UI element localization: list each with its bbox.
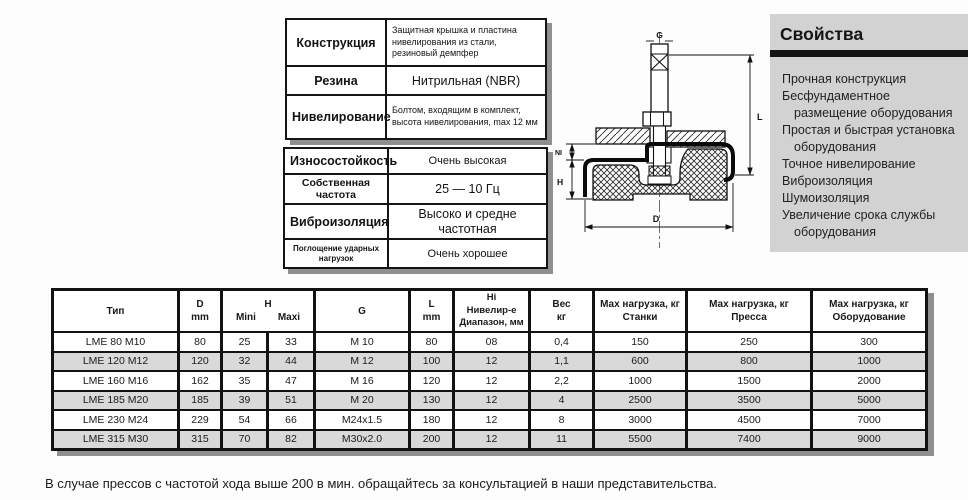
levelling-nut xyxy=(643,112,671,126)
cell-type: LME 120 M12 xyxy=(53,352,179,372)
cell-g: M 10 xyxy=(315,332,410,352)
list-item: Увеличение срока службы оборудования xyxy=(782,208,936,239)
cell-max-equipment: 7000 xyxy=(812,410,927,430)
spec-label: Конструкция xyxy=(286,19,386,66)
cell-max-press: 800 xyxy=(687,352,812,372)
dimension-label-L: L xyxy=(757,112,763,122)
spec-label: Нивелирование xyxy=(286,95,386,139)
cell-h-mini: 32 xyxy=(222,352,268,372)
cell-type: LME 230 M24 xyxy=(53,410,179,430)
cell-hi: 12 xyxy=(454,410,530,430)
col-header-h: H Mini Maxi xyxy=(222,290,315,333)
cell-l: 100 xyxy=(410,352,454,372)
table-row xyxy=(53,352,927,372)
cell-weight: 1,1 xyxy=(530,352,594,372)
col-header-max-press: Max нагрузка, кг Пресса xyxy=(687,290,812,333)
cell-max-machines: 1000 xyxy=(594,371,687,391)
dimension-label-H: H xyxy=(557,177,564,187)
cell-max-press: 4500 xyxy=(687,410,812,430)
cell-max-equipment: 9000 xyxy=(812,430,927,450)
cell-hi: 12 xyxy=(454,430,530,450)
list-item: Бесфундаментное размещение оборудования xyxy=(782,89,953,120)
cell-max-machines: 600 xyxy=(594,352,687,372)
table-row xyxy=(53,410,927,430)
col-header-g: G xyxy=(315,290,410,333)
properties-panel xyxy=(770,14,968,252)
spec-value: Болтом, входящим в комплект, высота нивелирования, max 12 мм xyxy=(386,95,546,139)
cell-max-press: 3500 xyxy=(687,391,812,411)
cell-max-equipment: 2000 xyxy=(812,371,927,391)
spec-label: Износостойкость xyxy=(284,148,388,174)
cell-g: M30x2.0 xyxy=(315,430,410,450)
cell-h-maxi: 33 xyxy=(268,332,315,352)
spec-value: Высоко и средне частотная xyxy=(388,204,547,239)
cell-d: 229 xyxy=(179,410,222,430)
table-row xyxy=(284,239,547,268)
cell-l: 130 xyxy=(410,391,454,411)
cell-h-maxi: 44 xyxy=(268,352,315,372)
cell-type: LME 315 M30 xyxy=(53,430,179,450)
list-item: Виброизоляция xyxy=(782,174,873,188)
dimension-label-D: D xyxy=(652,214,660,224)
header-row xyxy=(53,290,927,333)
cell-l: 200 xyxy=(410,430,454,450)
cell-h-mini: 70 xyxy=(222,430,268,450)
cell-g: M 16 xyxy=(315,371,410,391)
col-header-weight: Вес кг xyxy=(530,290,594,333)
cell-hi: 12 xyxy=(454,371,530,391)
spec-label: Поглощение ударных нагрузок xyxy=(284,239,388,268)
cell-weight: 0,4 xyxy=(530,332,594,352)
list-item: Шумоизоляция xyxy=(782,191,870,205)
bolt-foot xyxy=(648,176,671,184)
spec-value: Очень хорошее xyxy=(388,239,547,268)
cell-d: 80 xyxy=(179,332,222,352)
cell-hi: 08 xyxy=(454,332,530,352)
col-header-max-equipment: Max нагрузка, кг Оборудование xyxy=(812,290,927,333)
dimension-Ni xyxy=(566,144,595,160)
cell-max-press: 250 xyxy=(687,332,812,352)
col-header-d: D mm xyxy=(179,290,222,333)
spec-label: Собственная частота xyxy=(284,174,388,204)
cell-h-mini: 25 xyxy=(222,332,268,352)
cell-type: LME 185 M20 xyxy=(53,391,179,411)
cell-max-press: 7400 xyxy=(687,430,812,450)
cell-weight: 2,2 xyxy=(530,371,594,391)
col-header-l: L mm xyxy=(410,290,454,333)
dimensions-load-table xyxy=(51,288,928,451)
col-header-hi: Hi Нивелир-е Диапазон, мм xyxy=(454,290,530,333)
diagram-svg xyxy=(553,8,770,260)
dimension-label-G: G xyxy=(656,30,663,40)
cell-h-maxi: 47 xyxy=(268,371,315,391)
table-row xyxy=(286,66,546,95)
cell-h-maxi: 66 xyxy=(268,410,315,430)
cell-hi: 12 xyxy=(454,391,530,411)
cell-l: 80 xyxy=(410,332,454,352)
spec-table-construction xyxy=(285,18,547,140)
cell-d: 315 xyxy=(179,430,222,450)
spec-label: Резина xyxy=(286,66,386,95)
spec-label: Виброизоляция xyxy=(284,204,388,239)
list-item: Прочная конструкция xyxy=(782,72,907,86)
cell-h-maxi: 82 xyxy=(268,430,315,450)
cell-max-press: 1500 xyxy=(687,371,812,391)
cell-weight: 11 xyxy=(530,430,594,450)
spec-value: 25 — 10 Гц xyxy=(388,174,547,204)
table-row xyxy=(53,371,927,391)
cell-l: 120 xyxy=(410,371,454,391)
machine-plate-left xyxy=(596,128,650,144)
cell-max-equipment: 1000 xyxy=(812,352,927,372)
table-row xyxy=(284,174,547,204)
cell-max-machines: 3000 xyxy=(594,410,687,430)
rubber-washer xyxy=(649,166,670,176)
cell-max-machines: 5500 xyxy=(594,430,687,450)
cell-hi: 12 xyxy=(454,352,530,372)
cell-d: 185 xyxy=(179,391,222,411)
cell-max-equipment: 300 xyxy=(812,332,927,352)
list-item: Простая и быстрая установка оборудования xyxy=(782,123,955,154)
table-row xyxy=(286,19,546,66)
cell-max-equipment: 5000 xyxy=(812,391,927,411)
cell-g: M 20 xyxy=(315,391,410,411)
cell-type: LME 160 M16 xyxy=(53,371,179,391)
cell-h-mini: 39 xyxy=(222,391,268,411)
cell-h-mini: 35 xyxy=(222,371,268,391)
table-row xyxy=(286,95,546,139)
cell-h-mini: 54 xyxy=(222,410,268,430)
table-row xyxy=(53,332,927,352)
cell-weight: 4 xyxy=(530,391,594,411)
col-header-type: Тип xyxy=(53,290,179,333)
cell-type: LME 80 M10 xyxy=(53,332,179,352)
table-row xyxy=(284,148,547,174)
properties-title: Свойства xyxy=(780,24,864,44)
table-row xyxy=(284,204,547,239)
title-divider-bar xyxy=(770,50,968,57)
dimension-label-Ni: NI xyxy=(555,150,562,157)
properties-list xyxy=(779,71,968,241)
table-row xyxy=(53,391,927,411)
cell-weight: 8 xyxy=(530,410,594,430)
list-item: Точное нивелирование xyxy=(782,157,916,171)
table-row xyxy=(53,430,927,450)
dimension-H xyxy=(566,160,592,199)
cell-l: 180 xyxy=(410,410,454,430)
cell-h-maxi: 51 xyxy=(268,391,315,411)
cell-d: 120 xyxy=(179,352,222,372)
cell-g: M 12 xyxy=(315,352,410,372)
spec-value: Очень высокая xyxy=(388,148,547,174)
cell-d: 162 xyxy=(179,371,222,391)
cell-max-machines: 150 xyxy=(594,332,687,352)
col-header-max-machines: Max нагрузка, кг Станки xyxy=(594,290,687,333)
mount-cross-section-diagram xyxy=(553,8,770,265)
spec-table-performance xyxy=(283,147,548,269)
spec-value: Защитная крышка и пластина нивелирования из стали, резиновый демпфер xyxy=(386,19,546,66)
cell-max-machines: 2500 xyxy=(594,391,687,411)
footnote-text: В случае прессов с частотой хода выше 200 в мин. обращайтесь за консультацией в наши представительства. xyxy=(45,476,718,491)
cell-g: M24x1.5 xyxy=(315,410,410,430)
spec-value: Нитрильная (NBR) xyxy=(386,66,546,95)
